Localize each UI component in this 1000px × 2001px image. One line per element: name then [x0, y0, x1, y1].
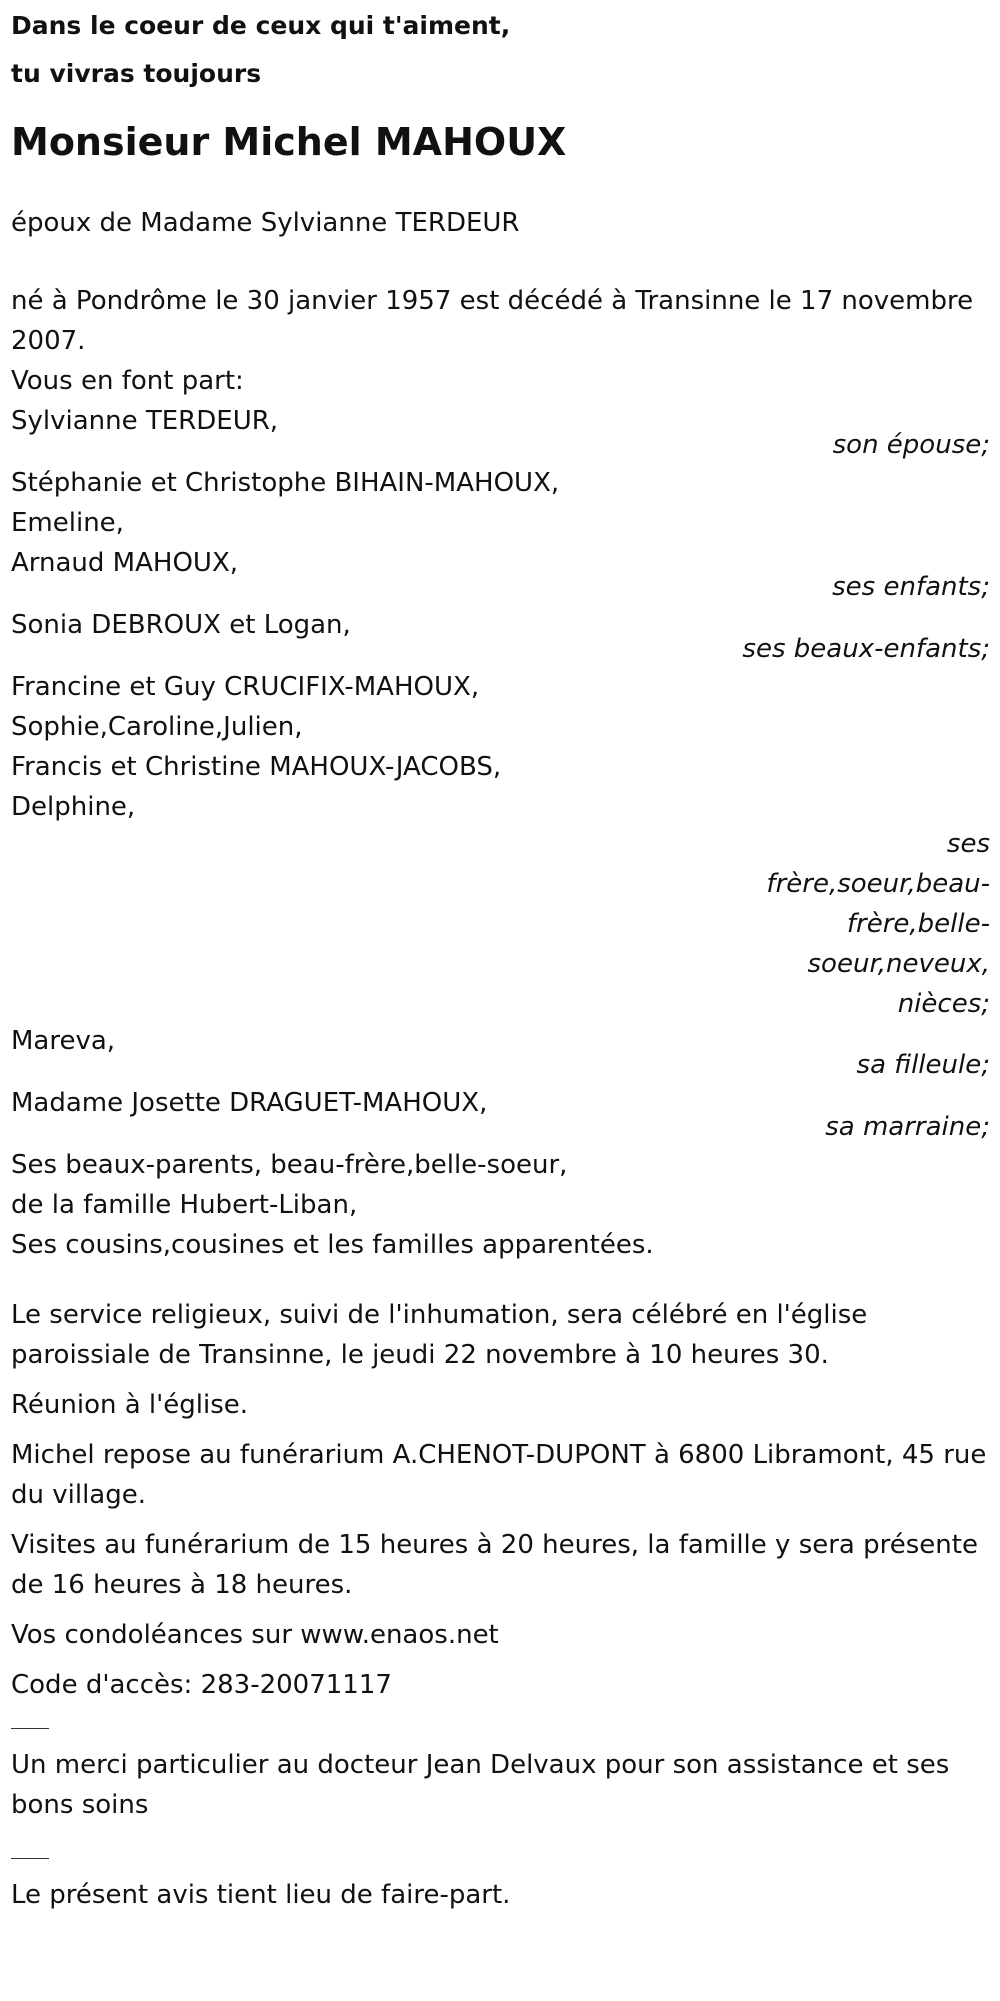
access-code: Code d'accès: 283-20071117	[11, 1670, 392, 1700]
family-member: Francine et Guy CRUCIFIX-MAHOUX,	[11, 672, 480, 702]
family-role: son épouse;	[832, 430, 990, 460]
family-list	[11, 401, 990, 1147]
family-member: Delphine,	[11, 792, 136, 822]
thanks-note: Un merci particulier au docteur Jean Delvaux pour son assistance et ses bons soins	[11, 1750, 950, 1820]
family-group-children	[11, 463, 990, 607]
epitaph	[11, 0, 990, 98]
family-group-stepchildren	[11, 605, 990, 669]
epitaph-line-2: tu vivras toujours	[11, 59, 262, 88]
separator	[11, 1705, 990, 1745]
separator	[11, 1835, 990, 1875]
service-info: Le service religieux, suivi de l'inhumation, sera célébré en l'église paroissiale de Transinne, le jeudi 22 novembre à 10 heures 30.	[11, 1300, 868, 1370]
closing-note: Le présent avis tient lieu de faire-part.	[11, 1880, 511, 1910]
family-member: Sylvianne TERDEUR,	[11, 406, 279, 436]
family-member: Emeline,	[11, 508, 124, 538]
family-member: Stéphanie et Christophe BIHAIN-MAHOUX,	[11, 468, 560, 498]
spouse-line: époux de Madame Sylvianne TERDEUR	[11, 208, 520, 238]
family-role: ses enfants;	[832, 572, 990, 602]
family-group-godmother	[11, 1083, 990, 1147]
family-role: ses beaux-enfants;	[742, 634, 990, 664]
family-role: sa filleule;	[856, 1050, 990, 1080]
funeral-home-info: Michel repose au funérarium A.CHENOT-DUPONT à 6800 Libramont, 45 rue du village.	[11, 1440, 987, 1510]
announce-intro: Vous en font part:	[11, 366, 244, 396]
condolences-info: Vos condoléances sur www.enaos.net	[11, 1620, 499, 1650]
family-member: Arnaud MAHOUX,	[11, 548, 239, 578]
family-group-goddaughter	[11, 1021, 990, 1085]
family-group-siblings	[11, 667, 990, 1024]
family-group-spouse	[11, 401, 990, 465]
birth-death-line: né à Pondrôme le 30 janvier 1957 est décédé à Transinne le 17 novembre 2007.	[11, 286, 974, 356]
family-member: Sophie,Caroline,Julien,	[11, 712, 303, 742]
extended-family	[11, 1145, 990, 1265]
family-role: ses frère,soeur,beau-frère,belle-soeur,neveux, nièces;	[766, 829, 990, 1019]
visits-info: Visites au funérarium de 15 heures à 20 heures, la famille y sera présente de 16 heures à 18 heures.	[11, 1530, 978, 1600]
meeting-info: Réunion à l'église.	[11, 1390, 249, 1420]
extended-family-line: Ses beaux-parents, beau-frère,belle-soeur,	[11, 1150, 568, 1180]
extended-family-line: Ses cousins,cousines et les familles apparentées.	[11, 1230, 654, 1260]
family-member: Mareva,	[11, 1026, 116, 1056]
family-member: Francis et Christine MAHOUX-JACOBS,	[11, 752, 502, 782]
family-member: Madame Josette DRAGUET-MAHOUX,	[11, 1088, 488, 1118]
extended-family-line: de la famille Hubert-Liban,	[11, 1190, 358, 1220]
family-role: sa marraine;	[825, 1112, 990, 1142]
family-member: Sonia DEBROUX et Logan,	[11, 610, 351, 640]
epitaph-line-1: Dans le coeur de ceux qui t'aiment,	[11, 11, 511, 40]
deceased-name: Monsieur Michel MAHOUX	[11, 120, 567, 164]
